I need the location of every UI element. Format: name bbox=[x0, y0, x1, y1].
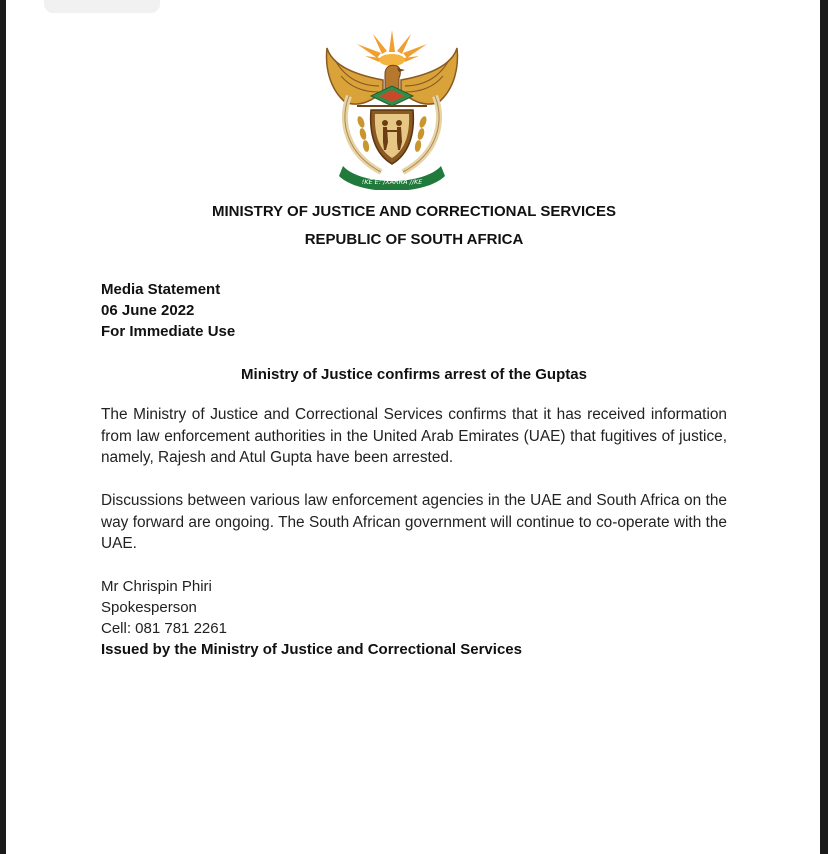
statement-date: 06 June 2022 bbox=[101, 302, 195, 319]
statement-type: Media Statement bbox=[101, 281, 221, 298]
top-tab[interactable] bbox=[44, 0, 160, 13]
spokesperson-role: Spokesperson bbox=[101, 599, 197, 616]
ministry-heading: MINISTRY OF JUSTICE AND CORRECTIONAL SERVICES bbox=[212, 203, 616, 220]
statement-paragraph-2: Discussions between various law enforcement agencies in the UAE and South Africa on the way forward are ongoing. The South African government will continue to co-operate with the UAE. bbox=[101, 492, 727, 552]
republic-heading: REPUBLIC OF SOUTH AFRICA bbox=[304, 231, 524, 248]
motto-text: !KE E: /XARRA //KE bbox=[361, 178, 423, 186]
spokesperson-cell: Cell: 081 781 2261 bbox=[101, 620, 227, 637]
statement-paragraph-1: The Ministry of Justice and Correctional Services confirms that it has received information from law enforcement authorities in the United Arab Emirates (UAE) that fugitives of justice, namely, Rajesh and Atul Gupta have been arrested. bbox=[101, 406, 727, 466]
statement-use: For Immediate Use bbox=[101, 323, 236, 340]
south-africa-coat-of-arms-icon bbox=[321, 26, 463, 190]
statement-title: Ministry of Justice confirms arrest of the Guptas bbox=[241, 366, 587, 383]
issued-by: Issued by the Ministry of Justice and Correctional Services bbox=[101, 641, 522, 658]
spokesperson-name: Mr Chrispin Phiri bbox=[101, 578, 212, 595]
